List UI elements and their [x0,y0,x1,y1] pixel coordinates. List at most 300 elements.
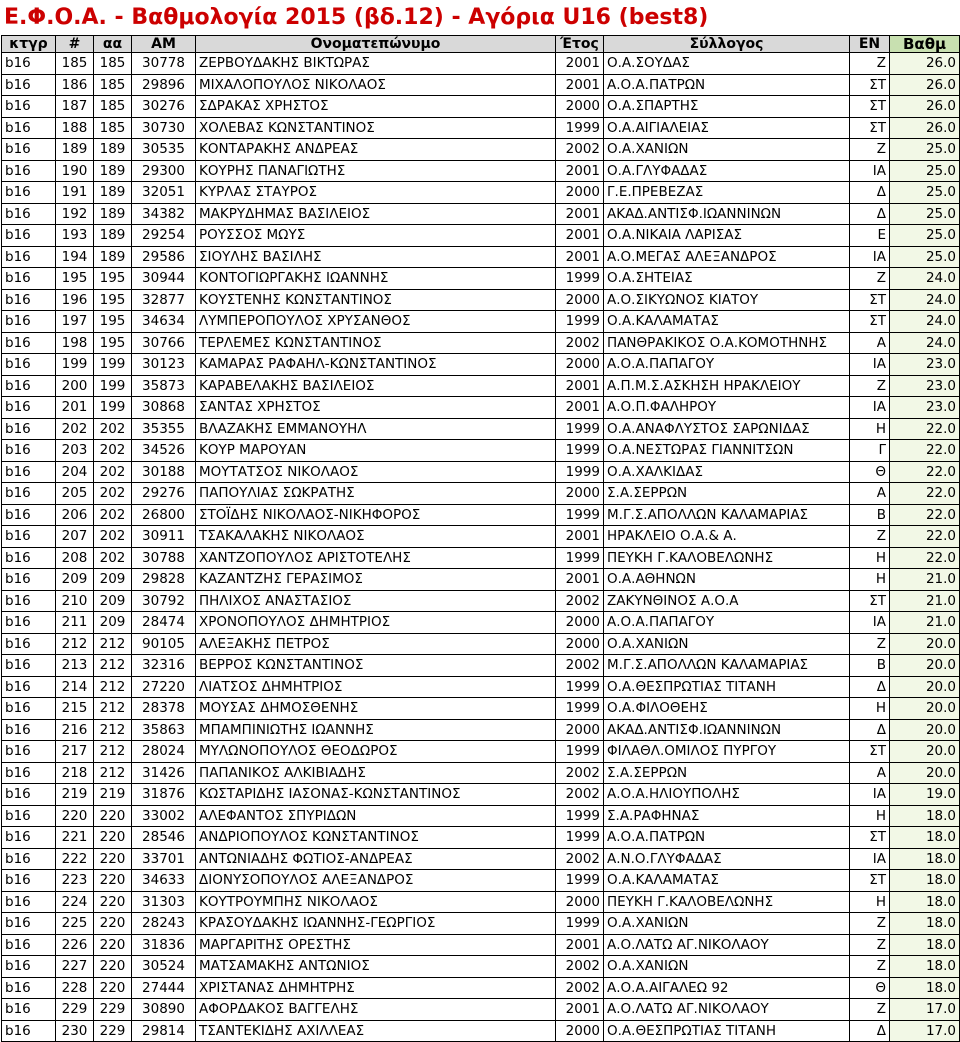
cell-registration: 31876 [132,784,196,806]
cell-club: Α.Ο.ΛΑΤΩ ΑΓ.ΝΙΚΟΛΑΟΥ [604,934,850,956]
cell-position: 202 [94,418,132,440]
cell-club: Ο.Α.ΑΘΗΝΩΝ [604,569,850,591]
cell-club: Γ.Ε.ΠΡΕΒΕΖΑΣ [604,182,850,204]
cell-points: 18.0 [890,934,960,956]
cell-name: ΚΟΥΡ ΜΑΡΟΥΑΝ [196,440,556,462]
table-row [2,676,960,698]
cell-category: b16 [2,655,56,677]
cell-club: ΠΕΥΚΗ Γ.ΚΑΛΟΒΕΛΩΝΗΣ [604,891,850,913]
cell-region: Δ [850,676,890,698]
table-row [2,53,960,75]
cell-club: Σ.Α.ΡΑΦΗΝΑΣ [604,805,850,827]
cell-position: 212 [94,633,132,655]
cell-region: ΙΑ [850,848,890,870]
cell-category: b16 [2,461,56,483]
cell-points: 22.0 [890,440,960,462]
cell-year: 2001 [556,53,604,75]
table-row [2,74,960,96]
cell-points: 18.0 [890,956,960,978]
cell-rank: 230 [56,1020,94,1042]
cell-region: Η [850,805,890,827]
cell-registration: 29814 [132,1020,196,1042]
cell-region: Ζ [850,999,890,1021]
cell-region: Α [850,762,890,784]
cell-year: 2002 [556,332,604,354]
cell-name: ΜΠΑΜΠΙΝΙΩΤΗΣ ΙΩΑΝΝΗΣ [196,719,556,741]
cell-rank: 219 [56,784,94,806]
cell-registration: 32316 [132,655,196,677]
cell-name: ΛΙΑΤΣΟΣ ΔΗΜΗΤΡΙΟΣ [196,676,556,698]
cell-points: 25.0 [890,203,960,225]
cell-year: 2000 [556,891,604,913]
cell-position: 220 [94,913,132,935]
cell-region: Ζ [850,375,890,397]
cell-year: 2001 [556,999,604,1021]
cell-rank: 186 [56,74,94,96]
cell-registration: 32877 [132,289,196,311]
cell-category: b16 [2,977,56,999]
cell-registration: 29586 [132,246,196,268]
col-header-year: Έτος [556,36,604,53]
cell-position: 219 [94,784,132,806]
cell-region: Α [850,483,890,505]
cell-region: ΣΤ [850,741,890,763]
cell-position: 220 [94,934,132,956]
cell-points: 18.0 [890,805,960,827]
col-header-registration: ΑΜ [132,36,196,53]
cell-name: ΣΤΟΪΔΗΣ ΝΙΚΟΛΑΟΣ-ΝΙΚΗΦΟΡΟΣ [196,504,556,526]
cell-year: 2000 [556,633,604,655]
table-row [2,504,960,526]
cell-position: 220 [94,977,132,999]
table-row [2,547,960,569]
cell-year: 2001 [556,526,604,548]
cell-position: 189 [94,203,132,225]
cell-registration: 26800 [132,504,196,526]
cell-category: b16 [2,612,56,634]
cell-region: Ζ [850,53,890,75]
cell-position: 189 [94,139,132,161]
cell-region: Η [850,891,890,913]
cell-year: 1999 [556,268,604,290]
cell-registration: 30778 [132,53,196,75]
cell-points: 18.0 [890,891,960,913]
cell-club: Α.Ο.ΜΕΓΑΣ ΑΛΕΞΑΝΔΡΟΣ [604,246,850,268]
cell-rank: 215 [56,698,94,720]
cell-registration: 30188 [132,461,196,483]
cell-position: 220 [94,956,132,978]
cell-position: 189 [94,160,132,182]
cell-region: Ζ [850,934,890,956]
cell-name: ΜΟΥΤΑΤΣΟΣ ΝΙΚΟΛΑΟΣ [196,461,556,483]
cell-points: 25.0 [890,246,960,268]
cell-registration: 30730 [132,117,196,139]
cell-position: 212 [94,741,132,763]
cell-club: Α.Ο.Α.ΑΙΓΑΛΕΩ 92 [604,977,850,999]
cell-year: 2000 [556,182,604,204]
cell-rank: 213 [56,655,94,677]
cell-category: b16 [2,569,56,591]
cell-category: b16 [2,354,56,376]
table-row [2,440,960,462]
cell-position: 189 [94,246,132,268]
table-row [2,612,960,634]
cell-points: 26.0 [890,117,960,139]
cell-position: 212 [94,762,132,784]
cell-club: Μ.Γ.Σ.ΑΠΟΛΛΩΝ ΚΑΛΑΜΑΡΙΑΣ [604,504,850,526]
cell-year: 2002 [556,590,604,612]
cell-registration: 32051 [132,182,196,204]
cell-rank: 206 [56,504,94,526]
cell-name: ΑΛΕΞΑΚΗΣ ΠΕΤΡΟΣ [196,633,556,655]
cell-name: ΖΕΡΒΟΥΔΑΚΗΣ ΒΙΚΤΩΡΑΣ [196,53,556,75]
cell-points: 18.0 [890,977,960,999]
cell-club: Α.Ο.Α.ΗΛΙΟΥΠΟΛΗΣ [604,784,850,806]
cell-club: Ο.Α.ΣΟΥΔΑΣ [604,53,850,75]
cell-club: ΗΡΑΚΛΕΙΟ Ο.Α.& Α. [604,526,850,548]
cell-position: 220 [94,891,132,913]
cell-name: ΣΔΡΑΚΑΣ ΧΡΗΣΤΟΣ [196,96,556,118]
cell-category: b16 [2,956,56,978]
cell-position: 202 [94,504,132,526]
cell-region: ΣΤ [850,117,890,139]
cell-registration: 29254 [132,225,196,247]
cell-name: ΚΟΥΣΤΕΝΗΣ ΚΩΝΣΤΑΝΤΙΝΟΣ [196,289,556,311]
cell-year: 2002 [556,956,604,978]
cell-position: 209 [94,569,132,591]
cell-club: Ο.Α.ΝΕΣΤΩΡΑΣ ΓΙΑΝΝΙΤΣΩΝ [604,440,850,462]
table-row [2,354,960,376]
cell-position: 185 [94,96,132,118]
cell-position: 209 [94,590,132,612]
col-header-rank: # [56,36,94,53]
cell-points: 22.0 [890,547,960,569]
cell-region: Δ [850,1020,890,1042]
cell-name: ΜΑΤΣΑΜΑΚΗΣ ΑΝΤΩΝΙΟΣ [196,956,556,978]
cell-position: 202 [94,483,132,505]
cell-region: ΣΤ [850,289,890,311]
cell-rank: 185 [56,53,94,75]
cell-club: Ο.Α.ΓΛΥΦΑΔΑΣ [604,160,850,182]
cell-region: ΣΤ [850,590,890,612]
cell-year: 2000 [556,1020,604,1042]
cell-category: b16 [2,1020,56,1042]
cell-year: 2002 [556,784,604,806]
table-row [2,934,960,956]
cell-year: 1999 [556,741,604,763]
cell-points: 26.0 [890,53,960,75]
cell-position: 199 [94,397,132,419]
cell-year: 2001 [556,246,604,268]
cell-year: 1999 [556,547,604,569]
table-row [2,805,960,827]
cell-year: 1999 [556,870,604,892]
cell-name: ΑΝΔΡΙΟΠΟΥΛΟΣ ΚΩΝΣΤΑΝΤΙΝΟΣ [196,827,556,849]
cell-position: 229 [94,1020,132,1042]
cell-category: b16 [2,440,56,462]
cell-category: b16 [2,698,56,720]
cell-name: ΚΥΡΛΑΣ ΣΤΑΥΡΟΣ [196,182,556,204]
cell-category: b16 [2,375,56,397]
cell-points: 22.0 [890,526,960,548]
cell-name: ΚΑΖΑΝΤΖΗΣ ΓΕΡΑΣΙΜΟΣ [196,569,556,591]
cell-position: 220 [94,870,132,892]
cell-rank: 194 [56,246,94,268]
cell-club: Ο.Α.ΧΑΝΙΩΝ [604,139,850,161]
cell-club: Ο.Α.ΘΕΣΠΡΩΤΙΑΣ ΤΙΤΑΝΗ [604,1020,850,1042]
cell-registration: 30123 [132,354,196,376]
cell-points: 20.0 [890,676,960,698]
cell-club: Α.Ο.Π.ΦΑΛΗΡΟΥ [604,397,850,419]
cell-rank: 187 [56,96,94,118]
cell-name: ΧΡΙΣΤΑΝΑΣ ΔΗΜΗΤΡΗΣ [196,977,556,999]
cell-position: 220 [94,805,132,827]
cell-region: Ε [850,225,890,247]
cell-points: 25.0 [890,182,960,204]
cell-year: 2000 [556,719,604,741]
cell-club: Α.Ο.Α.ΠΑΤΡΩΝ [604,827,850,849]
cell-club: Ο.Α.ΧΑΝΙΩΝ [604,633,850,655]
cell-registration: 30944 [132,268,196,290]
cell-rank: 192 [56,203,94,225]
cell-name: ΑΝΤΩΝΙΑΔΗΣ ΦΩΤΙΟΣ-ΑΝΔΡΕΑΣ [196,848,556,870]
cell-name: ΚΟΥΤΡΟΥΜΠΗΣ ΝΙΚΟΛΑΟΣ [196,891,556,913]
cell-region: ΙΑ [850,160,890,182]
cell-name: ΚΑΜΑΡΑΣ ΡΑΦΑΗΛ-ΚΩΝΣΤΑΝΤΙΝΟΣ [196,354,556,376]
table-row [2,96,960,118]
cell-region: Θ [850,461,890,483]
table-row [2,418,960,440]
table-row [2,762,960,784]
cell-year: 1999 [556,913,604,935]
cell-name: ΒΕΡΡΟΣ ΚΩΝΣΤΑΝΤΙΝΟΣ [196,655,556,677]
cell-year: 2002 [556,977,604,999]
cell-region: ΣΤ [850,74,890,96]
cell-position: 209 [94,612,132,634]
cell-year: 2000 [556,483,604,505]
cell-category: b16 [2,719,56,741]
cell-club: Α.Ο.Α.ΠΑΠΑΓΟΥ [604,612,850,634]
table-row [2,569,960,591]
cell-registration: 35355 [132,418,196,440]
cell-rank: 222 [56,848,94,870]
cell-points: 20.0 [890,741,960,763]
cell-position: 199 [94,375,132,397]
cell-club: Ο.Α.ΦΙΛΟΘΕΗΣ [604,698,850,720]
col-header-points: Βαθμ [890,36,960,53]
cell-name: ΤΣΑΚΑΛΑΚΗΣ ΝΙΚΟΛΑΟΣ [196,526,556,548]
cell-name: ΚΑΡΑΒΕΛΑΚΗΣ ΒΑΣΙΛΕΙΟΣ [196,375,556,397]
cell-rank: 208 [56,547,94,569]
cell-rank: 214 [56,676,94,698]
cell-year: 1999 [556,698,604,720]
cell-category: b16 [2,504,56,526]
table-row [2,633,960,655]
cell-category: b16 [2,160,56,182]
cell-club: Σ.Α.ΣΕΡΡΩΝ [604,762,850,784]
cell-year: 2000 [556,289,604,311]
cell-club: Ο.Α.ΑΙΓΙΑΛΕΙΑΣ [604,117,850,139]
cell-rank: 201 [56,397,94,419]
cell-name: ΑΛΕΦΑΝΤΟΣ ΣΠΥΡΙΔΩΝ [196,805,556,827]
cell-category: b16 [2,182,56,204]
cell-registration: 30276 [132,96,196,118]
cell-position: 212 [94,655,132,677]
table-row [2,891,960,913]
cell-position: 202 [94,440,132,462]
table-row [2,311,960,333]
cell-position: 202 [94,526,132,548]
cell-category: b16 [2,203,56,225]
cell-points: 20.0 [890,633,960,655]
cell-name: ΤΣΑΝΤΕΚΙΔΗΣ ΑΧΙΛΛΕΑΣ [196,1020,556,1042]
cell-position: 189 [94,182,132,204]
cell-name: ΧΡΟΝΟΠΟΥΛΟΣ ΔΗΜΗΤΡΙΟΣ [196,612,556,634]
cell-registration: 28378 [132,698,196,720]
cell-points: 17.0 [890,999,960,1021]
cell-rank: 224 [56,891,94,913]
cell-category: b16 [2,870,56,892]
cell-rank: 211 [56,612,94,634]
cell-rank: 225 [56,913,94,935]
page-title: Ε.Φ.Ο.Α. - Βαθμολογία 2015 (βδ.12) - Αγόρια U16 (best8) [4,5,709,30]
cell-club: Ο.Α.ΑΝΑΦΛΥΣΤΟΣ ΣΑΡΩΝΙΔΑΣ [604,418,850,440]
cell-category: b16 [2,999,56,1021]
cell-category: b16 [2,268,56,290]
cell-registration: 34633 [132,870,196,892]
cell-year: 2002 [556,762,604,784]
cell-rank: 223 [56,870,94,892]
cell-registration: 30524 [132,956,196,978]
cell-name: ΑΦΟΡΔΑΚΟΣ ΒΑΓΓΕΛΗΣ [196,999,556,1021]
cell-registration: 29300 [132,160,196,182]
cell-registration: 28474 [132,612,196,634]
cell-region: ΣΤ [850,311,890,333]
col-header-position: αα [94,36,132,53]
table-row [2,225,960,247]
cell-category: b16 [2,96,56,118]
cell-name: ΧΟΛΕΒΑΣ ΚΩΝΣΤΑΝΤΙΝΟΣ [196,117,556,139]
cell-registration: 28024 [132,741,196,763]
cell-name: ΠΑΠΑΝΙΚΟΣ ΑΛΚΙΒΙΑΔΗΣ [196,762,556,784]
cell-year: 2001 [556,375,604,397]
cell-year: 1999 [556,440,604,462]
cell-year: 1999 [556,676,604,698]
cell-category: b16 [2,590,56,612]
cell-club: Ο.Α.ΧΑΝΙΩΝ [604,956,850,978]
cell-region: ΣΤ [850,96,890,118]
cell-position: 220 [94,827,132,849]
cell-category: b16 [2,805,56,827]
cell-club: ΠΑΝΘΡΑΚΙΚΟΣ Ο.Α.ΚΟΜΟΤΗΝΗΣ [604,332,850,354]
table-row [2,117,960,139]
cell-position: 229 [94,999,132,1021]
cell-region: Ζ [850,526,890,548]
cell-position: 189 [94,225,132,247]
col-header-club: Σύλλογος [604,36,850,53]
cell-year: 1999 [556,418,604,440]
ranking-table [1,35,960,1042]
cell-rank: 218 [56,762,94,784]
cell-region: Ζ [850,956,890,978]
table-row [2,203,960,225]
cell-rank: 209 [56,569,94,591]
cell-region: Η [850,547,890,569]
cell-position: 212 [94,676,132,698]
cell-region: ΣΤ [850,827,890,849]
cell-points: 21.0 [890,590,960,612]
cell-points: 18.0 [890,848,960,870]
cell-registration: 29828 [132,569,196,591]
cell-points: 18.0 [890,827,960,849]
cell-name: ΚΩΣΤΑΡΙΔΗΣ ΙΑΣΟΝΑΣ-ΚΩΝΣΤΑΝΤΙΝΟΣ [196,784,556,806]
cell-club: Μ.Γ.Σ.ΑΠΟΛΛΩΝ ΚΑΛΑΜΑΡΙΑΣ [604,655,850,677]
cell-club: Ο.Α.ΧΑΝΙΩΝ [604,913,850,935]
cell-category: b16 [2,74,56,96]
cell-rank: 188 [56,117,94,139]
cell-rank: 212 [56,633,94,655]
cell-points: 20.0 [890,719,960,741]
cell-points: 21.0 [890,569,960,591]
cell-rank: 217 [56,741,94,763]
cell-registration: 34382 [132,203,196,225]
cell-region: ΙΑ [850,612,890,634]
cell-category: b16 [2,311,56,333]
cell-rank: 216 [56,719,94,741]
cell-name: ΜΑΡΓΑΡΙΤΗΣ ΟΡΕΣΤΗΣ [196,934,556,956]
cell-registration: 30792 [132,590,196,612]
cell-year: 2001 [556,225,604,247]
cell-position: 185 [94,117,132,139]
cell-year: 2001 [556,74,604,96]
cell-points: 24.0 [890,311,960,333]
cell-registration: 29276 [132,483,196,505]
cell-region: Θ [850,977,890,999]
cell-registration: 30911 [132,526,196,548]
table-row [2,461,960,483]
table-row [2,827,960,849]
cell-category: b16 [2,762,56,784]
cell-name: ΜΟΥΣΑΣ ΔΗΜΟΣΘΕΝΗΣ [196,698,556,720]
cell-category: b16 [2,53,56,75]
cell-rank: 203 [56,440,94,462]
cell-rank: 229 [56,999,94,1021]
cell-rank: 198 [56,332,94,354]
table-row [2,526,960,548]
cell-year: 2001 [556,203,604,225]
cell-category: b16 [2,397,56,419]
cell-name: ΡΟΥΣΣΟΣ ΜΩΥΣ [196,225,556,247]
cell-year: 2001 [556,569,604,591]
cell-points: 20.0 [890,655,960,677]
cell-position: 199 [94,354,132,376]
cell-points: 20.0 [890,698,960,720]
cell-points: 20.0 [890,762,960,784]
cell-registration: 27220 [132,676,196,698]
cell-name: ΚΟΥΡΗΣ ΠΑΝΑΓΙΩΤΗΣ [196,160,556,182]
cell-name: ΧΑΝΤΖΟΠΟΥΛΟΣ ΑΡΙΣΤΟΤΕΛΗΣ [196,547,556,569]
cell-position: 202 [94,547,132,569]
table-row [2,913,960,935]
table-row [2,655,960,677]
cell-region: Δ [850,203,890,225]
cell-category: b16 [2,913,56,935]
cell-name: ΔΙΟΝΥΣΟΠΟΥΛΟΣ ΑΛΕΞΑΝΔΡΟΣ [196,870,556,892]
cell-rank: 191 [56,182,94,204]
cell-club: Α.Ν.Ο.ΓΛΥΦΑΔΑΣ [604,848,850,870]
table-row [2,483,960,505]
cell-points: 24.0 [890,332,960,354]
